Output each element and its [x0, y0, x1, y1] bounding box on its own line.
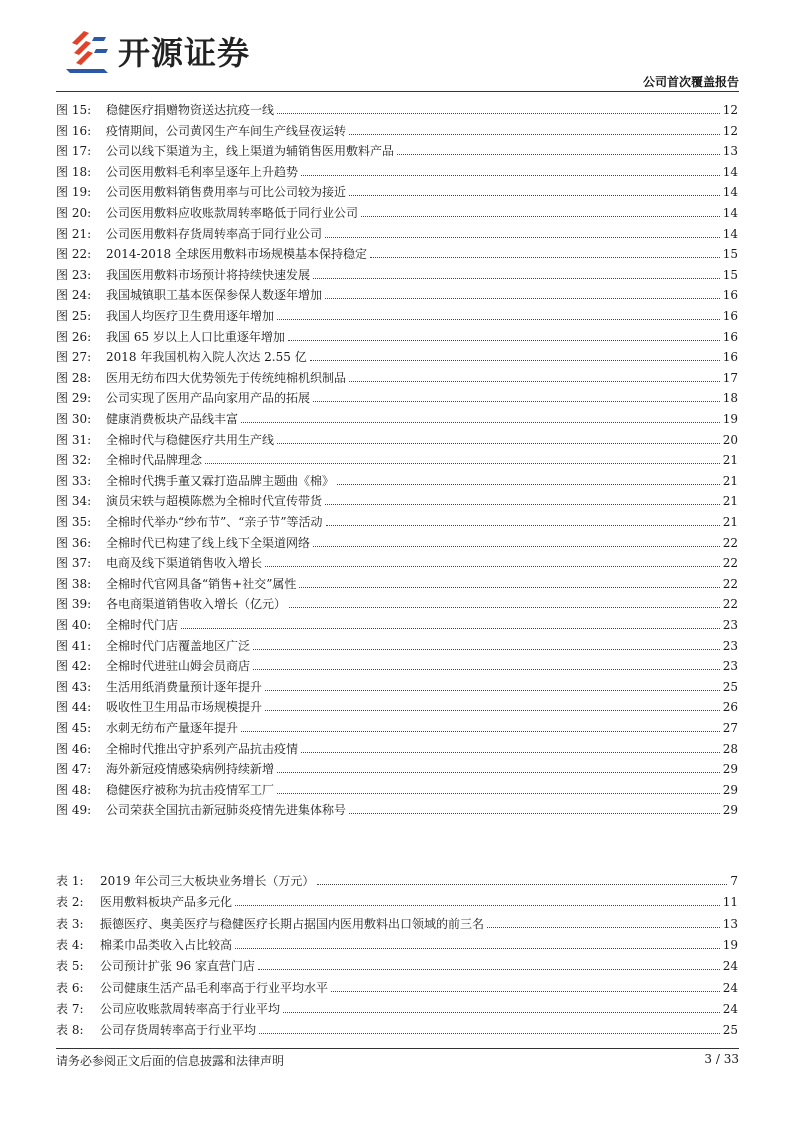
- figure-toc-entry[interactable]: [56, 96, 738, 117]
- figure-toc-entry[interactable]: [56, 735, 738, 756]
- toc-entry-title: 公司存货周转率高于行业平均: [100, 1023, 257, 1038]
- toc-entry-title: 全棉时代已构建了线上线下全渠道网络: [106, 535, 311, 550]
- toc-dot-leader: [258, 969, 720, 970]
- table-toc-entry[interactable]: [56, 952, 738, 973]
- toc-entry-label: 图 43:: [56, 679, 92, 694]
- figure-toc-entry[interactable]: [56, 240, 738, 261]
- toc-entry-label: 图 26:: [56, 329, 92, 344]
- toc-entry-page: 19: [722, 412, 738, 426]
- toc-entry-title: 全棉时代官网具备“销售+社交”属性: [106, 576, 297, 591]
- toc-entry-label: 图 31:: [56, 432, 92, 447]
- toc-entry-page: 14: [722, 185, 738, 200]
- toc-entry-page: 15: [722, 247, 738, 262]
- figure-toc-entry[interactable]: [56, 137, 738, 158]
- toc-entry-title: 全棉时代进驻山姆会员商店: [106, 659, 251, 674]
- toc-entry-title: 振德医疗、奥美医疗与稳健医疗长期占据国内医用敷料出口领域的前三名: [100, 916, 485, 931]
- table-toc-entry[interactable]: [56, 867, 738, 888]
- toc-entry-title: 电商及线下渠道销售收入增长: [106, 556, 263, 571]
- figure-toc-entry[interactable]: [56, 364, 738, 385]
- toc-entry-label: 图 19:: [56, 185, 92, 200]
- toc-entry-label: 图 35:: [56, 515, 92, 529]
- toc-entry-title: 演员宋轶与超模陈燃为全棉时代宣传带货: [106, 494, 323, 509]
- toc-dot-leader: [325, 298, 720, 299]
- toc-entry-page: 16: [722, 309, 738, 323]
- figure-toc-entry[interactable]: [56, 776, 738, 797]
- toc-dot-leader: [205, 463, 720, 464]
- toc-entry-page: 16: [722, 350, 738, 365]
- logo-text: 开源证券: [118, 34, 251, 72]
- toc-entry-page: 29: [722, 803, 738, 818]
- toc-dot-leader: [349, 381, 720, 382]
- toc-entry-title: 我国城镇职工基本医保参保人数逐年增加: [106, 288, 323, 303]
- toc-entry-page: 23: [722, 618, 738, 632]
- toc-entry-page: 23: [722, 638, 738, 653]
- toc-dot-leader: [253, 669, 720, 670]
- toc-entry-title: 水刺无纺布产量逐年提升: [106, 721, 239, 735]
- toc-entry-label: 图 27:: [56, 350, 92, 365]
- figure-toc-entry[interactable]: [56, 426, 738, 447]
- toc-entry-label: 图 23:: [56, 267, 92, 282]
- toc-entry-page: 21: [722, 515, 738, 529]
- toc-entry-page: 26: [722, 700, 738, 715]
- toc-entry-label: 图 25:: [56, 309, 92, 323]
- toc-entry-page: 12: [722, 123, 738, 138]
- toc-entry-label: 表 8:: [56, 1023, 84, 1038]
- toc-entry-label: 图 41:: [56, 638, 92, 653]
- toc-dot-leader: [265, 690, 720, 691]
- toc-dot-leader: [313, 401, 720, 402]
- toc-entry-page: 13: [722, 144, 738, 159]
- toc-entry-page: 19: [722, 937, 738, 952]
- toc-entry-label: 图 49:: [56, 803, 92, 818]
- header-divider: [56, 91, 739, 92]
- toc-entry-title: 我国医用敷料市场预计将持续快速发展: [106, 267, 311, 282]
- toc-entry-title: 生活用纸消费量预计逐年提升: [106, 679, 263, 694]
- page-header: [0, 0, 793, 95]
- toc-entry-label: 图 28:: [56, 370, 92, 385]
- figure-toc-entry[interactable]: [56, 117, 738, 138]
- toc-dot-leader: [235, 905, 720, 906]
- toc-entry-page: 22: [722, 597, 738, 612]
- toc-entry-title: 公司医用敷料销售费用率与可比公司较为接近: [106, 185, 347, 200]
- toc-entry-title: 健康消费板块产品线丰富: [106, 412, 239, 426]
- toc-dot-leader: [325, 504, 720, 505]
- toc-dot-leader: [241, 731, 720, 732]
- toc-entry-label: 图 47:: [56, 762, 92, 777]
- toc-entry-page: 24: [722, 1001, 738, 1016]
- toc-dot-leader: [253, 649, 720, 650]
- toc-entry-page: 12: [722, 103, 738, 117]
- toc-entry-page: 16: [722, 288, 738, 303]
- toc-entry-page: 13: [722, 916, 738, 931]
- figure-toc-entry[interactable]: [56, 446, 738, 467]
- figure-toc-entry[interactable]: [56, 158, 738, 179]
- toc-dot-leader: [349, 195, 720, 196]
- toc-entry-title: 全棉时代举办“纱布节”、“亲子节”等活动: [106, 515, 323, 529]
- toc-entry-label: 图 38:: [56, 576, 92, 591]
- toc-entry-title: 2019 年公司三大板块业务增长（万元）: [100, 874, 315, 888]
- toc-entry-title: 全棉时代门店覆盖地区广泛: [106, 638, 251, 653]
- toc-entry-label: 图 34:: [56, 494, 92, 509]
- toc-entry-label: 图 29:: [56, 391, 92, 406]
- figure-toc-entry[interactable]: [56, 714, 738, 735]
- brand-logo: [64, 28, 250, 74]
- table-toc-entry[interactable]: [56, 910, 738, 931]
- kaiyuan-logo-icon: [64, 29, 110, 73]
- toc-entry-title: 我国人均医疗卫生费用逐年增加: [106, 309, 275, 323]
- toc-entry-label: 图 20:: [56, 206, 92, 220]
- toc-entry-page: 24: [722, 980, 738, 995]
- toc-dot-leader: [181, 628, 720, 629]
- toc-entry-label: 图 46:: [56, 741, 92, 756]
- table-toc-entry[interactable]: [56, 974, 738, 995]
- figure-toc-entry[interactable]: [56, 673, 738, 694]
- figure-toc-entry[interactable]: [56, 323, 738, 344]
- figure-toc-entry[interactable]: [56, 302, 738, 323]
- table-toc-entry[interactable]: [56, 1016, 738, 1037]
- toc-dot-leader: [277, 772, 720, 773]
- figure-toc-entry[interactable]: [56, 487, 738, 508]
- figure-toc-entry[interactable]: [56, 467, 738, 488]
- toc-entry-page: 21: [722, 473, 738, 488]
- toc-entry-title: 公司荣获全国抗击新冠肺炎疫情先进集体称号: [106, 803, 347, 818]
- toc-entry-title: 全棉时代门店: [106, 618, 179, 632]
- toc-dot-leader: [317, 884, 727, 885]
- toc-entry-label: 表 6:: [56, 980, 84, 995]
- toc-entry-label: 表 4:: [56, 937, 84, 952]
- toc-entry-page: 29: [722, 762, 738, 777]
- toc-dot-leader: [349, 813, 720, 814]
- toc-entry-title: 我国 65 岁以上人口比重逐年增加: [106, 329, 285, 344]
- figure-toc-entry[interactable]: [56, 405, 738, 426]
- toc-entry-label: 图 33:: [56, 473, 92, 488]
- toc-entry-title: 公司实现了医用产品向家用产品的拓展: [106, 391, 311, 406]
- figure-toc-entry[interactable]: [56, 549, 738, 570]
- page-number: 3 / 33: [704, 1052, 739, 1066]
- toc-entry-page: 18: [722, 391, 738, 406]
- toc-entry-page: 25: [722, 679, 738, 694]
- toc-dot-leader: [301, 752, 720, 753]
- toc-entry-label: 图 36:: [56, 535, 92, 550]
- toc-entry-label: 图 45:: [56, 721, 92, 735]
- toc-entry-label: 表 1:: [56, 874, 84, 888]
- toc-entry-page: 29: [722, 782, 738, 797]
- toc-dot-leader: [325, 237, 720, 238]
- toc-entry-page: 14: [722, 206, 738, 220]
- figure-toc-entry[interactable]: [56, 652, 738, 673]
- figure-toc-entry[interactable]: [56, 220, 738, 241]
- toc-entry-title: 各电商渠道销售收入增长（亿元）: [106, 597, 287, 612]
- figure-toc-entry[interactable]: [56, 178, 738, 199]
- toc-dot-leader: [265, 566, 720, 567]
- toc-entry-title: 公司医用敷料存货周转率高于同行业公司: [106, 226, 323, 241]
- toc-entry-label: 图 39:: [56, 597, 92, 612]
- toc-dot-leader: [313, 278, 720, 279]
- toc-dot-leader: [299, 587, 719, 588]
- toc-entry-title: 全棉时代携手董又霖打造品牌主题曲《棉》: [106, 473, 335, 488]
- toc-entry-label: 图 16:: [56, 123, 92, 138]
- toc-entry-title: 稳健医疗被称为抗击疫情军工厂: [106, 782, 275, 797]
- toc-entry-label: 图 18:: [56, 164, 92, 179]
- toc-entry-title: 2014-2018 全球医用敷料市场规模基本保持稳定: [106, 247, 367, 262]
- toc-dot-leader: [313, 546, 720, 547]
- toc-entry-page: 14: [722, 164, 738, 179]
- figure-toc-entry[interactable]: [56, 343, 738, 364]
- toc-entry-title: 公司以线下渠道为主，线上渠道为辅销售医用敷料产品: [106, 144, 395, 159]
- toc-entry-title: 公司应收账款周转率高于行业平均: [100, 1001, 281, 1016]
- toc-entry-page: 22: [722, 535, 738, 550]
- toc-entry-label: 图 32:: [56, 453, 92, 468]
- toc-entry-page: 17: [722, 370, 738, 385]
- toc-entry-title: 2018 年我国机构入院人次达 2.55 亿: [106, 350, 307, 365]
- toc-entry-page: 20: [722, 432, 738, 447]
- toc-entry-label: 图 42:: [56, 659, 92, 674]
- toc-dot-leader: [277, 113, 720, 114]
- toc-dot-leader: [265, 710, 720, 711]
- toc-entry-title: 公司健康生活产品毛利率高于行业平均水平: [100, 980, 329, 995]
- toc-entry-title: 公司医用敷料毛利率呈逐年上升趋势: [106, 164, 299, 179]
- toc-entry-page: 22: [722, 576, 738, 591]
- table-toc-entry[interactable]: [56, 931, 738, 952]
- toc-entry-label: 图 22:: [56, 247, 92, 262]
- toc-entry-label: 图 17:: [56, 144, 92, 159]
- figure-toc-entry[interactable]: [56, 508, 738, 529]
- toc-entry-page: 25: [722, 1023, 738, 1038]
- toc-entry-page: 15: [722, 267, 738, 282]
- toc-dot-leader: [241, 422, 720, 423]
- toc-entry-label: 图 24:: [56, 288, 92, 303]
- toc-entry-page: 21: [722, 453, 738, 468]
- toc-entry-title: 海外新冠疫情感染病例持续新增: [106, 762, 275, 777]
- figure-toc-entry[interactable]: [56, 693, 738, 714]
- toc-entry-label: 图 37:: [56, 556, 92, 571]
- toc-dot-leader: [283, 1012, 720, 1013]
- toc-entry-title: 稳健医疗捐赠物资送达抗疫一线: [106, 103, 275, 117]
- toc-dot-leader: [288, 340, 720, 341]
- toc-entry-title: 公司医用敷料应收账款周转率略低于同行业公司: [106, 206, 359, 220]
- footer-disclaimer: 请务必参阅正文后面的信息披露和法律声明: [56, 1054, 285, 1068]
- toc-entry-title: 全棉时代品牌理念: [106, 453, 203, 468]
- toc-entry-title: 公司预计扩张 96 家直营门店: [100, 959, 255, 974]
- toc-dot-leader: [337, 484, 720, 485]
- toc-entry-label: 表 2:: [56, 895, 84, 910]
- figure-toc-entry[interactable]: [56, 570, 738, 591]
- toc-entry-label: 表 7:: [56, 1001, 84, 1016]
- table-toc-entry[interactable]: [56, 888, 738, 909]
- toc-entry-title: 医用敷料板块产品多元化: [100, 895, 233, 910]
- toc-entry-label: 图 40:: [56, 618, 92, 632]
- toc-dot-leader: [326, 525, 720, 526]
- toc-entry-page: 23: [722, 659, 738, 674]
- toc-entry-page: 14: [722, 226, 738, 241]
- toc-entry-label: 图 15:: [56, 103, 92, 117]
- toc-entry-title: 棉柔巾品类收入占比较高: [100, 937, 233, 952]
- figure-toc-entry[interactable]: [56, 261, 738, 282]
- toc-dot-leader: [277, 319, 720, 320]
- toc-entry-page: 11: [722, 895, 738, 910]
- figure-toc-entry[interactable]: [56, 590, 738, 611]
- toc-entry-title: 全棉时代与稳健医疗共用生产线: [106, 432, 275, 447]
- toc-entry-title: 全棉时代推出守护系列产品抗击疫情: [106, 741, 299, 756]
- table-toc-entry[interactable]: [56, 995, 738, 1016]
- toc-entry-label: 图 21:: [56, 226, 92, 241]
- toc-dot-leader: [259, 1033, 720, 1034]
- toc-entry-title: 疫情期间，公司黄冈生产车间生产线昼夜运转: [106, 123, 347, 138]
- footer-divider: [56, 1048, 739, 1049]
- toc-dot-leader: [301, 175, 720, 176]
- toc-entry-label: 图 30:: [56, 412, 92, 426]
- figure-toc-entry[interactable]: [56, 755, 738, 776]
- toc-entry-page: 24: [722, 959, 738, 974]
- toc-dot-leader: [289, 607, 720, 608]
- toc-entry-page: 28: [722, 741, 738, 756]
- toc-entry-label: 表 5:: [56, 959, 84, 974]
- toc-entry-title: 医用无纺布四大优势领先于传统纯棉机织制品: [106, 370, 347, 385]
- toc-dot-leader: [277, 793, 720, 794]
- toc-entry-page: 21: [722, 494, 738, 509]
- toc-dot-leader: [310, 360, 720, 361]
- figure-toc-entry[interactable]: [56, 632, 738, 653]
- figure-toc-entry[interactable]: [56, 384, 738, 405]
- toc-entry-page: 27: [722, 721, 738, 735]
- figure-toc-entry[interactable]: [56, 281, 738, 302]
- report-type-label: 公司首次覆盖报告: [642, 75, 739, 89]
- figure-toc-entry[interactable]: [56, 796, 738, 817]
- toc-entry-page: 16: [722, 329, 738, 344]
- toc-dot-leader: [397, 154, 720, 155]
- toc-dot-leader: [235, 948, 720, 949]
- toc-dot-leader: [370, 257, 720, 258]
- toc-entry-title: 吸收性卫生用品市场规模提升: [106, 700, 263, 715]
- toc-dot-leader: [361, 216, 720, 217]
- toc-entry-label: 图 48:: [56, 782, 92, 797]
- toc-dot-leader: [487, 927, 720, 928]
- toc-entry-page: 7: [730, 874, 738, 888]
- figure-toc-entry[interactable]: [56, 611, 738, 632]
- figure-toc-entry[interactable]: [56, 199, 738, 220]
- toc-entry-label: 图 44:: [56, 700, 92, 715]
- toc-dot-leader: [349, 134, 720, 135]
- toc-dot-leader: [331, 991, 720, 992]
- figure-toc-entry[interactable]: [56, 529, 738, 550]
- toc-dot-leader: [277, 443, 720, 444]
- toc-entry-page: 22: [722, 556, 738, 571]
- toc-entry-label: 表 3:: [56, 916, 84, 931]
